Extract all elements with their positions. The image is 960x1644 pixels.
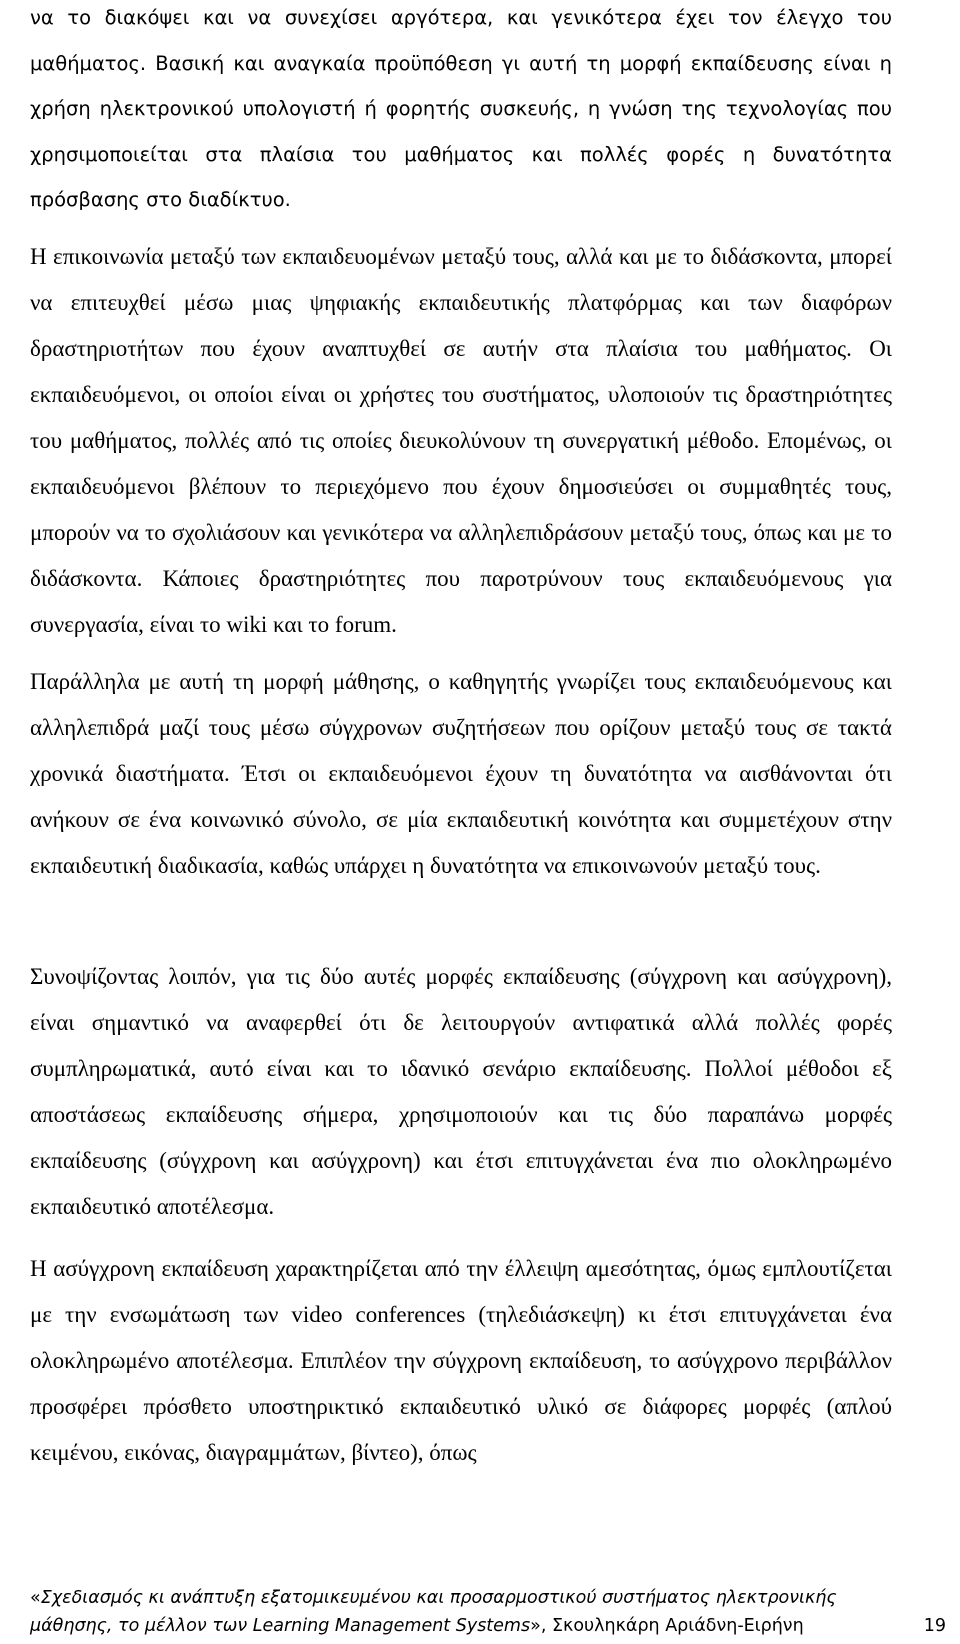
footer-title-line-1: Σχεδιασμός κι ανάπτυξη εξατομικευμένου και προσαρμοστικού συστήματος ηλεκτρονικής: [40, 1588, 837, 1608]
footer-line-1: [30, 1584, 930, 1612]
paragraph-5: Η ασύγχρονη εκπαίδευση χαρακτηρίζεται από την έλλειψη αμεσότητας, όμως εμπλουτίζεται με την ενσωμάτωση των video conferences (τηλεδιάσκεψη) κι έτσι επιτυγχάνεται ένα ολοκληρωμένο αποτέλεσμα. Επιπλέον την σύγχρονη εκπαίδευση, το ασύγχρονο περιβάλλον προσφέρει πρόσθετο υποστηρικτικό εκπαιδευτικό υλικό σε διάφορες μορφές (απλού κειμένου, εικόνας, διαγραμμάτων, βίντεο), όπως: [30, 1256, 892, 1465]
footer-author: », Σκουληκάρη Αριάδνη-Ειρήνη: [530, 1616, 804, 1636]
paragraph-4: Συνοψίζοντας λοιπόν, για τις δύο αυτές μορφές εκπαίδευσης (σύγχρονη και ασύγχρονη), είναι σημαντικό να αναφερθεί ότι δε λειτουργούν αντιφατικά αλλά πολλές φορές συμπληρωματικά, αυτό είναι και το ιδανικό σενάριο εκπαίδευσης. Πολλοί μέθοδοι εξ αποστάσεως εκπαίδευσης σήμερα, χρησιμοποιούν και τις δύο παραπάνω μορφές εκπαίδευσης (σύγχρονη και ασύγχρονη) και έτσι επιτυγχάνεται ένα πιο ολοκληρωμένο εκπαιδευτικό αποτέλεσμα.: [30, 964, 892, 1219]
paragraph-1: να το διακόψει και να συνεχίσει αργότερα, και γενικότερα έχει τον έλεγχο του μαθήματος. Βασική και αναγκαία προϋπόθεση γι αυτή τη μορφή εκπαίδευσης είναι η χρήση ηλεκτρονικού υπολογιστή ή φορητής συσκευής, η γνώση της τεχνολογίας που χρησιμοποιείται στα πλαίσια του μαθήματος και πολλές φορές η δυνατότητα πρόσβασης στο διαδίκτυο.: [30, 6, 892, 211]
footer-title-line-2: μάθησης, το μέλλον των Learning Management Systems: [30, 1616, 531, 1636]
page-footer: [30, 1584, 930, 1640]
paragraph-3: Παράλληλα με αυτή τη μορφή μάθησης, ο καθηγητής γνωρίζει τους εκπαιδευόμενους και αλληλεπιδρά μαζί τους μέσω σύγχρονων συζητήσεων που ορίζουν μεταξύ τους σε τακτά χρονικά διαστήματα. Έτσι οι εκπαιδευόμενοι έχουν τη δυνατότητα να αισθάνονται ότι ανήκουν σε ένα κοινωνικό σύνολο, σε μία εκπαιδευτική κοινότητα και συμμετέχουν στην εκπαιδευτική διαδικασία, καθώς υπάρχει η δυνατότητα να επικοινωνούν μεταξύ τους.: [30, 669, 892, 878]
footer-open-quote: «: [30, 1588, 41, 1608]
page-number: 19: [923, 1616, 946, 1636]
footer-line-2: [30, 1612, 930, 1640]
paragraph-2: Η επικοινωνία μεταξύ των εκπαιδευομένων μεταξύ τους, αλλά και με το διδάσκοντα, μπορεί να επιτευχθεί μέσω μιας ψηφιακής εκπαιδευτικής πλατφόρμας και των διαφόρων δραστηριοτήτων που έχουν αναπτυχθεί σε αυτήν στα πλαίσια του μαθήματος. Οι εκπαιδευόμενοι, οι οποίοι είναι οι χρήστες του συστήματος, υλοποιούν τις δραστηριότητες του μαθήματος, πολλές από τις οποίες διευκολύνουν τη συνεργατική μέθοδο. Επομένως, οι εκπαιδευόμενοι βλέπουν το περιεχόμενο που έχουν δημοσιεύσει οι συμμαθητές τους, μπορούν να το σχολιάσουν και γενικότερα να αλληλεπιδράσουν μεταξύ τους, όπως και με το διδάσκοντα. Κάποιες δραστηριότητες που παροτρύνουν τους εκπαιδευόμενους για συνεργασία, είναι το wiki και το forum.: [30, 244, 892, 637]
